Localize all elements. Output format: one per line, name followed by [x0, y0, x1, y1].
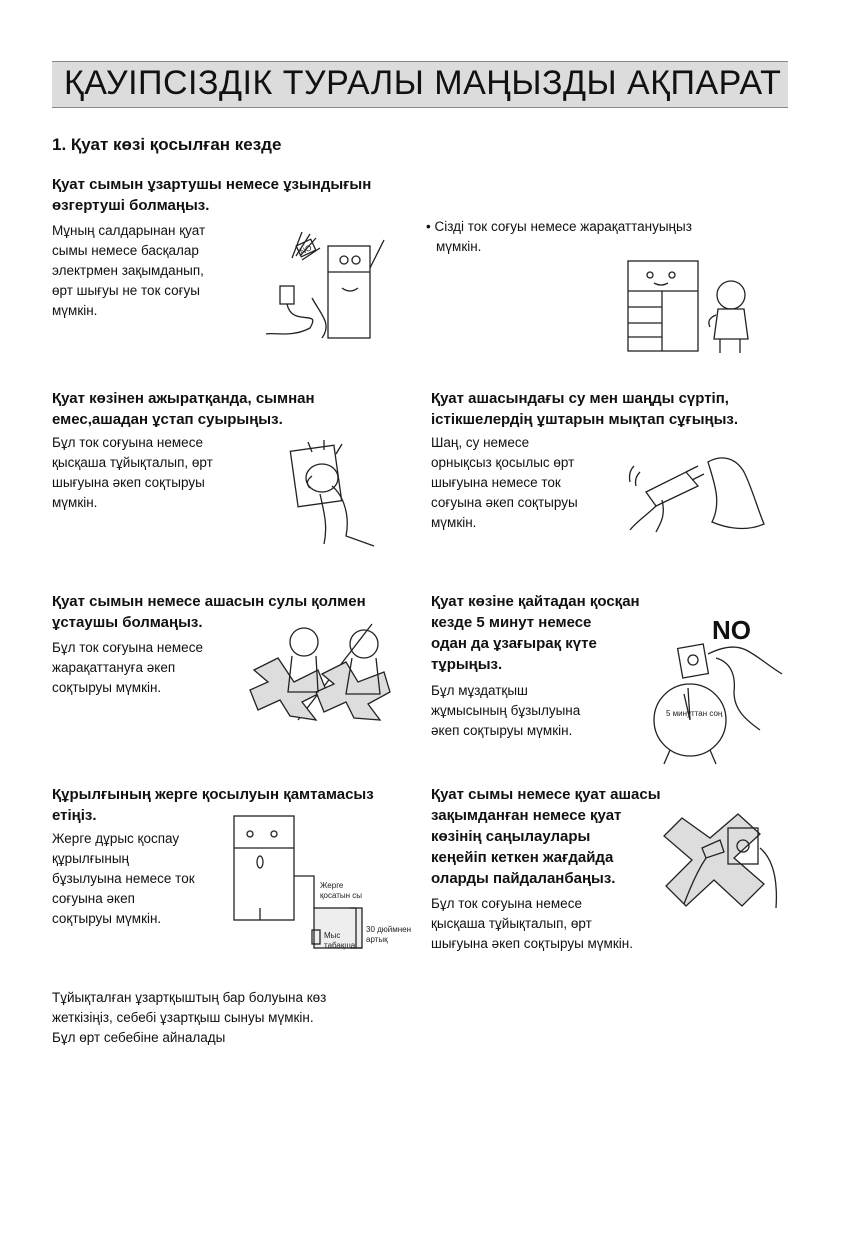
wait-clock-illustration [650, 640, 785, 770]
footer-note: Тұйықталған ұзартқыштың бар болуына көз жеткізіңіз, себебі ұзартқыш сынуы мүмкін. Бұл өрт себебіне айналады [52, 990, 327, 1045]
clock-label: 5 минуттан соң [666, 709, 723, 718]
b1-heading: Қуат сымын ұзартушы немесе ұзындығын өзгертуші болмаңыз. [52, 176, 372, 214]
copper-plate-label-1: Мыс [324, 931, 341, 940]
ground-wire-label-1: Жерге [320, 881, 344, 890]
b2-text: Бұл ток соғуына немесе қысқаша тұйықталып, өрт шығуына әкеп соқтыруы мүмкін. [52, 435, 213, 510]
b1-note: • Сізді ток соғуы немесе жарақаттануыңыз мүмкін. [426, 219, 692, 254]
fridge-girl-illustration [626, 255, 756, 355]
b7-heading: Қуат сымы немесе қуат ашасы зақымданған немесе қуат көзінің саңылаулары кеңейіп кеткен жағдайда оларды пайдаланбаңыз. [431, 786, 661, 887]
copper-plate-label-2: табақша [324, 941, 356, 950]
title-bar [52, 61, 788, 108]
b7-text: Бұл ток соғуына немесе қысқаша тұйықталып, өрт шығуына әкеп соқтыруы мүмкін. [431, 896, 633, 951]
depth-label-2: артық [366, 935, 388, 944]
b4-text: Бұл ток соғуына немесе жарақаттануға әкеп соқтыруы мүмкін. [52, 640, 203, 695]
grounding-illustration [230, 812, 410, 957]
fridge-extension-cord-illustration [262, 228, 392, 343]
no-label: NO [712, 615, 751, 645]
b4-heading: Қуат сымын немесе ашасын сулы қолмен ұстаушы болмаңыз. [52, 593, 366, 631]
damaged-plug-illustration [662, 808, 782, 918]
unplug-hand-illustration [284, 436, 380, 548]
no-sign-text: NO [298, 243, 314, 257]
b6-text: Жерге дұрыс қоспау құрылғының бұзылуына немесе ток соғуына әкеп соқтыруы мүмкін. [52, 831, 195, 926]
page-title: ҚАУІПСІЗДІК ТУРАЛЫ МАҢЫЗДЫ АҚПАРАТ [64, 64, 782, 102]
b5-heading: Қуат көзіне қайтадан қосқан кезде 5 минут немесе одан да ұзағырақ күте тұрыңыз. [431, 593, 640, 673]
b1-text: Мұның салдарынан қуат сымы немесе басқалар электрмен зақымданып, өрт шығуы не ток соғуы мүмкін. [52, 223, 206, 318]
ground-wire-label-2: қосатын сы [320, 891, 363, 900]
b2-heading: Қуат көзінен ажыратқанда, сымнан емес,ашадан ұстап суырыңыз. [52, 390, 315, 428]
b3-heading: Қуат ашасындағы су мен шаңды сүртіп, істікшелердің ұштарын мықтап сұғыңыз. [431, 390, 739, 428]
b3-text: Шаң, су немесе орнықсыз қосылыс өрт шығуына немесе ток соғуына әкеп соқтыруы мүмкін. [431, 435, 578, 530]
depth-label-1: 30 дюймнен [366, 925, 412, 934]
b5-text: Бұл мұздатқыш жұмысының бұзылуына әкеп соқтыруы мүмкін. [431, 683, 581, 738]
b6-heading: Құрылғының жерге қосылуын қамтамасыз етіңіз. [52, 786, 374, 824]
wipe-plug-illustration [626, 452, 766, 534]
section-title: 1. Қуат көзі қосылған кезде [52, 135, 282, 154]
wet-hands-illustration [246, 620, 396, 720]
